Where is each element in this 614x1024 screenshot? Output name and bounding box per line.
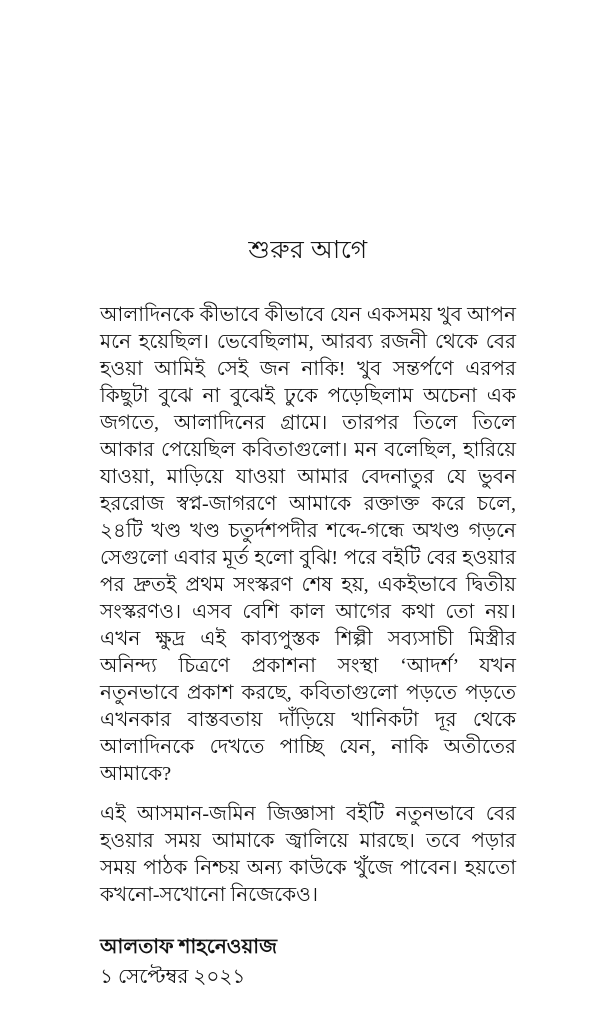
signature-block bbox=[100, 932, 516, 992]
page-title: শুরুর আগে bbox=[248, 237, 368, 264]
body-paragraph: এই আসমান-জমিন জিজ্ঞাসা বইটি নতুনভাবে বের হওয়ার সময় আমাকে জ্বালিয়ে মারছে। তবে পড়ার সময় পাঠক নিশ্চয় অন্য কাউকে খুঁজে পাবেন। হয়তো কখনো-সখোনো নিজেকেও। bbox=[100, 803, 516, 906]
signature-date: ১ সেপ্টেম্বর ২০২১ bbox=[100, 966, 246, 988]
body-paragraph: আলাদিনকে কীভাবে কীভাবে যেন একসময় খুব আপন মনে হয়েছিল। ভেবেছিলাম, আরব্য রজনী থেকে বের হওয়া আমিই সেই জন নাকি! খুব সন্তর্পণে এরপর কিছুটা বুঝে না বুঝেই ঢুকে পড়েছিলাম অচেনা এক জগতে, আলাদিনের গ্রামে। তারপর তিলে তিলে আকার পেয়েছিল কবিতাগুলো। মন বলেছিল, হারিয়ে যাওয়া, মাড়িয়ে যাওয়া আমার বেদনাতুর যে ভুবন হররোজ স্বপ্ন-জাগরণে আমাকে রক্তাক্ত করে চলে, ২৪টি খণ্ড খণ্ড চতুর্দশপদীর শব্দে-গন্ধে অখণ্ড গড়নে সেগুলো এবার মূর্ত হলো বুঝি! পরে বইটি বের হওয়ার পর দ্রুতই প্রথম সংস্করণ শেষ হয়, একইভাবে দ্বিতীয় সংস্করণও। এসব বেশি কাল আগের কথা তো নয়। এখন ক্ষুদ্র এই কাব্যপুস্তক শিল্পী সব্যসাচী মিস্ত্রীর অনিন্দ্য চিত্রণে প্রকাশনা সংস্থা ‘আদর্শ’ যখন নতুনভাবে প্রকাশ করছে, কবিতাগুলো পড়তে পড়তে এখনকার বাস্তবতায় দাঁড়িয়ে খানিকটা দূর থেকে আলাদিনকে দেখতে পাচ্ছি যেন, নাকি অতীতের আমাকে? bbox=[100, 304, 516, 785]
page-content bbox=[100, 236, 516, 992]
body-text bbox=[100, 302, 516, 909]
author-name: আলতাফ শাহনেওয়াজ bbox=[100, 936, 277, 958]
